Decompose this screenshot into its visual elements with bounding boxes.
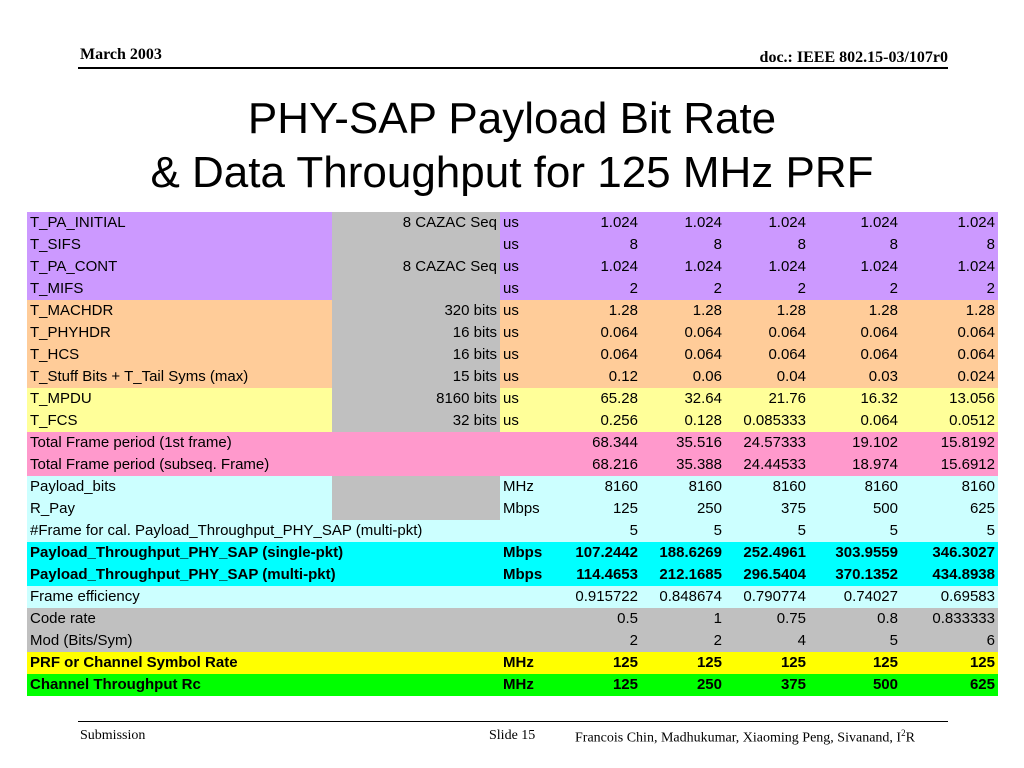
row-value: 2 <box>560 278 641 300</box>
table-row <box>27 454 998 476</box>
row-label: T_MACHDR <box>27 300 332 322</box>
row-value: 8160 <box>809 476 901 498</box>
row-label: #Frame for cal. Payload_Throughput_PHY_SAP (multi-pkt) <box>27 520 500 542</box>
row-label: T_HCS <box>27 344 332 366</box>
row-value: 125 <box>809 652 901 674</box>
row-label: T_Stuff Bits + T_Tail Syms (max) <box>27 366 332 388</box>
table-row <box>27 520 998 542</box>
row-value: 0.064 <box>809 410 901 432</box>
row-label: Payload_bits <box>27 476 332 498</box>
row-value: 625 <box>901 674 998 696</box>
table-row <box>27 432 998 454</box>
row-value: 1.024 <box>901 256 998 278</box>
row-value: 107.2442 <box>560 542 641 564</box>
row-value: 8 <box>560 234 641 256</box>
row-value: 65.28 <box>560 388 641 410</box>
row-value: 0.064 <box>560 322 641 344</box>
row-value: 125 <box>901 652 998 674</box>
row-unit <box>500 586 560 608</box>
row-value: 125 <box>641 652 725 674</box>
row-value: 2 <box>809 278 901 300</box>
row-label: T_PA_INITIAL <box>27 212 332 234</box>
slide-title-line-1: PHY-SAP Payload Bit Rate <box>247 94 777 143</box>
row-value: 0.128 <box>641 410 725 432</box>
table-row <box>27 630 998 652</box>
header-date: March 2003 <box>80 46 162 63</box>
row-value: 0.06 <box>641 366 725 388</box>
table-row <box>27 652 998 674</box>
row-value: 0.8 <box>809 608 901 630</box>
row-value: 0.790774 <box>725 586 809 608</box>
row-value: 0.064 <box>641 322 725 344</box>
row-unit: MHz <box>500 652 560 674</box>
row-value: 252.4961 <box>725 542 809 564</box>
table-row <box>27 300 998 322</box>
row-value: 68.344 <box>560 432 641 454</box>
row-unit: us <box>500 322 560 344</box>
slide-title <box>0 92 1024 200</box>
row-unit: Mbps <box>500 542 560 564</box>
row-value: 188.6269 <box>641 542 725 564</box>
row-value: 68.216 <box>560 454 641 476</box>
row-label: T_PHYHDR <box>27 322 332 344</box>
row-unit <box>500 608 560 630</box>
row-value: 5 <box>901 520 998 542</box>
row-label: Payload_Throughput_PHY_SAP (multi-pkt) <box>27 564 500 586</box>
row-unit: us <box>500 410 560 432</box>
row-value: 625 <box>901 498 998 520</box>
row-label: Code rate <box>27 608 500 630</box>
footer-divider <box>78 721 948 722</box>
row-label: Mod (Bits/Sym) <box>27 630 500 652</box>
row-value: 8160 <box>901 476 998 498</box>
row-label: Payload_Throughput_PHY_SAP (single-pkt) <box>27 542 500 564</box>
row-value: 125 <box>725 652 809 674</box>
row-value: 1.024 <box>641 256 725 278</box>
row-value: 500 <box>809 498 901 520</box>
row-unit: us <box>500 256 560 278</box>
row-value: 1 <box>641 608 725 630</box>
table-row <box>27 410 998 432</box>
row-value: 8 <box>809 234 901 256</box>
row-value: 303.9559 <box>809 542 901 564</box>
slide-title-line-2: & Data Throughput for 125 MHz PRF <box>150 148 874 197</box>
row-label: R_Pay <box>27 498 332 520</box>
table-row <box>27 564 998 586</box>
row-value: 15.6912 <box>901 454 998 476</box>
row-value: 0.04 <box>725 366 809 388</box>
row-value: 0.5 <box>560 608 641 630</box>
row-size <box>332 498 500 520</box>
row-label: T_MPDU <box>27 388 332 410</box>
table-row <box>27 234 998 256</box>
row-value: 114.4653 <box>560 564 641 586</box>
row-value: 250 <box>641 498 725 520</box>
table-row <box>27 366 998 388</box>
row-size <box>332 278 500 300</box>
row-value: 1.28 <box>641 300 725 322</box>
table-row <box>27 388 998 410</box>
row-value: 8 <box>641 234 725 256</box>
table-row <box>27 278 998 300</box>
table-row <box>27 674 998 696</box>
row-unit: MHz <box>500 674 560 696</box>
footer-authors <box>575 728 915 747</box>
row-value: 21.76 <box>725 388 809 410</box>
row-value: 0.75 <box>725 608 809 630</box>
row-value: 0.0512 <box>901 410 998 432</box>
row-unit <box>500 520 560 542</box>
footer-authors-text: Francois Chin, Madhukumar, Xiaoming Peng, Sivanand, I <box>575 730 902 746</box>
row-value: 18.974 <box>809 454 901 476</box>
footer-authors-superscript: 2 <box>901 728 906 738</box>
row-value: 2 <box>641 278 725 300</box>
row-size: 32 bits <box>332 410 500 432</box>
row-size: 16 bits <box>332 344 500 366</box>
row-value: 8160 <box>560 476 641 498</box>
table-row <box>27 212 998 234</box>
row-unit <box>500 454 560 476</box>
row-value: 0.064 <box>809 322 901 344</box>
row-label: T_MIFS <box>27 278 332 300</box>
row-value: 1.28 <box>901 300 998 322</box>
throughput-table <box>27 212 998 696</box>
row-value: 24.44533 <box>725 454 809 476</box>
row-value: 0.74027 <box>809 586 901 608</box>
row-value: 32.64 <box>641 388 725 410</box>
row-value: 0.833333 <box>901 608 998 630</box>
row-value: 5 <box>725 520 809 542</box>
row-label: Total Frame period (1st frame) <box>27 432 500 454</box>
row-unit: us <box>500 344 560 366</box>
row-label: Frame efficiency <box>27 586 500 608</box>
row-value: 1.024 <box>560 256 641 278</box>
row-unit: us <box>500 300 560 322</box>
row-value: 0.03 <box>809 366 901 388</box>
row-value: 1.28 <box>809 300 901 322</box>
row-size <box>332 476 500 498</box>
row-size: 15 bits <box>332 366 500 388</box>
row-value: 4 <box>725 630 809 652</box>
row-size: 8 CAZAC Seq <box>332 212 500 234</box>
row-value: 5 <box>809 630 901 652</box>
table-row <box>27 322 998 344</box>
table-row <box>27 476 998 498</box>
row-value: 0.064 <box>725 322 809 344</box>
row-value: 375 <box>725 498 809 520</box>
row-value: 1.024 <box>809 256 901 278</box>
row-unit: us <box>500 366 560 388</box>
row-value: 0.848674 <box>641 586 725 608</box>
row-value: 1.024 <box>725 256 809 278</box>
row-value: 1.024 <box>560 212 641 234</box>
row-value: 0.064 <box>560 344 641 366</box>
header-divider <box>78 67 948 69</box>
row-value: 1.024 <box>725 212 809 234</box>
footer-slide-number: Slide 15 <box>489 728 536 743</box>
row-unit: us <box>500 388 560 410</box>
row-size: 8 CAZAC Seq <box>332 256 500 278</box>
row-value: 346.3027 <box>901 542 998 564</box>
row-size: 320 bits <box>332 300 500 322</box>
row-label: T_PA_CONT <box>27 256 332 278</box>
row-value: 125 <box>560 674 641 696</box>
row-value: 0.12 <box>560 366 641 388</box>
row-value: 1.024 <box>641 212 725 234</box>
footer-authors-suffix: R <box>905 730 915 746</box>
row-value: 0.085333 <box>725 410 809 432</box>
row-value: 0.915722 <box>560 586 641 608</box>
row-value: 16.32 <box>809 388 901 410</box>
row-value: 15.8192 <box>901 432 998 454</box>
row-value: 6 <box>901 630 998 652</box>
row-value: 0.256 <box>560 410 641 432</box>
row-label: PRF or Channel Symbol Rate <box>27 652 500 674</box>
row-value: 24.57333 <box>725 432 809 454</box>
row-value: 125 <box>560 652 641 674</box>
row-value: 212.1685 <box>641 564 725 586</box>
row-value: 500 <box>809 674 901 696</box>
table-row <box>27 256 998 278</box>
row-value: 0.024 <box>901 366 998 388</box>
row-value: 1.024 <box>809 212 901 234</box>
row-value: 5 <box>641 520 725 542</box>
row-value: 1.024 <box>901 212 998 234</box>
row-value: 35.516 <box>641 432 725 454</box>
row-value: 0.69583 <box>901 586 998 608</box>
row-value: 2 <box>901 278 998 300</box>
row-value: 375 <box>725 674 809 696</box>
row-value: 296.5404 <box>725 564 809 586</box>
row-label: Channel Throughput Rc <box>27 674 500 696</box>
row-unit: MHz <box>500 476 560 498</box>
footer-submission: Submission <box>80 728 146 743</box>
row-value: 2 <box>560 630 641 652</box>
row-value: 19.102 <box>809 432 901 454</box>
table-row <box>27 498 998 520</box>
row-unit: Mbps <box>500 498 560 520</box>
row-value: 1.28 <box>560 300 641 322</box>
row-value: 250 <box>641 674 725 696</box>
row-unit <box>500 432 560 454</box>
row-value: 2 <box>725 278 809 300</box>
row-unit: us <box>500 234 560 256</box>
row-value: 0.064 <box>901 322 998 344</box>
row-value: 13.056 <box>901 388 998 410</box>
table-row <box>27 344 998 366</box>
row-value: 8160 <box>725 476 809 498</box>
row-value: 370.1352 <box>809 564 901 586</box>
row-label: T_SIFS <box>27 234 332 256</box>
row-value: 434.8938 <box>901 564 998 586</box>
row-label: Total Frame period (subseq. Frame) <box>27 454 500 476</box>
row-unit: us <box>500 278 560 300</box>
row-value: 2 <box>641 630 725 652</box>
row-value: 0.064 <box>725 344 809 366</box>
row-label: T_FCS <box>27 410 332 432</box>
header-doc-id: doc.: IEEE 802.15-03/107r0 <box>759 49 948 66</box>
row-value: 5 <box>560 520 641 542</box>
table-row <box>27 586 998 608</box>
row-size: 16 bits <box>332 322 500 344</box>
row-value: 35.388 <box>641 454 725 476</box>
row-value: 0.064 <box>641 344 725 366</box>
row-unit: us <box>500 212 560 234</box>
table-row <box>27 542 998 564</box>
row-unit: Mbps <box>500 564 560 586</box>
row-value: 0.064 <box>809 344 901 366</box>
row-value: 8 <box>901 234 998 256</box>
row-value: 1.28 <box>725 300 809 322</box>
row-value: 0.064 <box>901 344 998 366</box>
row-value: 8 <box>725 234 809 256</box>
table-row <box>27 608 998 630</box>
row-size <box>332 234 500 256</box>
row-value: 125 <box>560 498 641 520</box>
row-value: 8160 <box>641 476 725 498</box>
row-value: 5 <box>809 520 901 542</box>
row-size: 8160 bits <box>332 388 500 410</box>
row-unit <box>500 630 560 652</box>
